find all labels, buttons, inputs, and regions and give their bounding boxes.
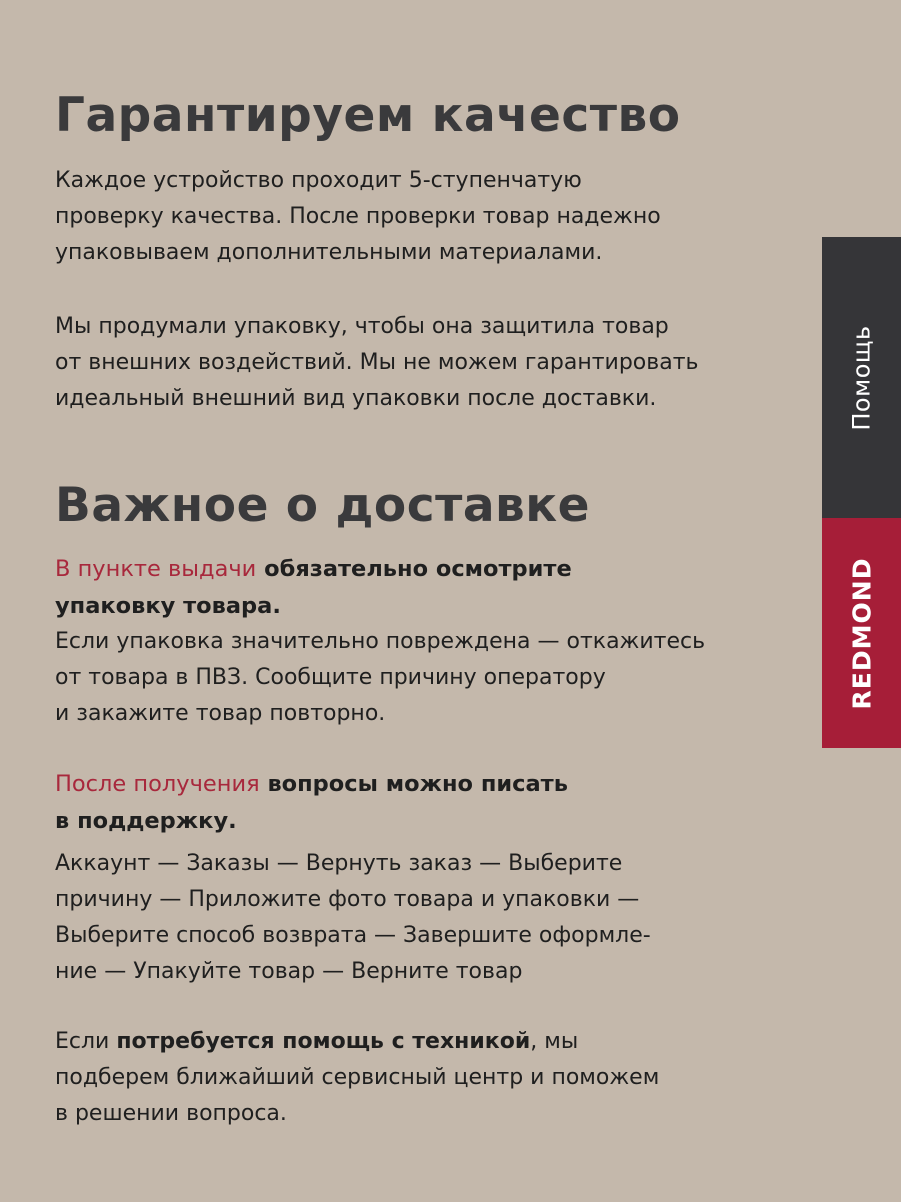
text-line: проверку качества. После проверки товар надежно [55, 204, 661, 229]
return-steps [55, 846, 651, 990]
after-receipt-accent: После получения [55, 771, 260, 797]
text-line: Мы продумали упаковку, чтобы она защитила товар [55, 314, 669, 339]
text-line: и закажите товар повторно. [55, 701, 386, 726]
text-line: от товара в ПВЗ. Сообщите причину оператору [55, 665, 606, 690]
text-line [55, 1024, 659, 1060]
text-line: Если упаковка значительно повреждена — откажитесь [55, 629, 706, 654]
brand-logo: REDMOND [847, 557, 877, 709]
text-line: Выберите способ возврата — Завершите оформле- [55, 923, 651, 948]
help-bold: потребуется помощь с техникой [116, 1029, 531, 1054]
lead-line: упаковку товара. [55, 593, 281, 619]
text-line: упаковываем дополнительными материалами. [55, 240, 603, 265]
text-line: причину — Приложите фото товара и упаковки — [55, 887, 640, 912]
delivery-heading: Важное о доставке [55, 478, 591, 533]
text-line: идеальный внешний вид упаковки после доставки. [55, 386, 657, 411]
lead-line [55, 766, 568, 803]
help-tab[interactable] [822, 237, 901, 518]
quality-paragraph-1 [55, 163, 661, 271]
quality-heading: Гарантируем качество [55, 88, 681, 143]
text-line: ние — Упакуйте товар — Верните товар [55, 959, 523, 984]
pickup-body [55, 624, 705, 732]
lead-line [55, 551, 572, 588]
service-help-paragraph [55, 1024, 659, 1132]
lead-line: в поддержку. [55, 808, 237, 834]
help-suffix: , мы [530, 1029, 579, 1054]
lead-text: вопросы можно писать [259, 771, 568, 797]
pickup-accent: В пункте выдачи [55, 556, 257, 582]
text-line: от внешних воздействий. Мы не можем гарантировать [55, 350, 699, 375]
text-line: подберем ближайший сервисный центр и поможем [55, 1065, 660, 1090]
text-line: Аккаунт — Заказы — Вернуть заказ — Выберите [55, 851, 623, 876]
help-prefix: Если [55, 1029, 117, 1054]
quality-paragraph-2 [55, 309, 699, 417]
brand-tab [822, 518, 901, 748]
pickup-lead [55, 551, 572, 625]
text-line: Каждое устройство проходит 5-ступенчатую [55, 168, 582, 193]
after-receipt-lead [55, 766, 568, 840]
lead-text: обязательно осмотрите [256, 556, 572, 582]
help-tab-label: Помощь [847, 324, 876, 431]
text-line: в решении вопроса. [55, 1101, 287, 1126]
